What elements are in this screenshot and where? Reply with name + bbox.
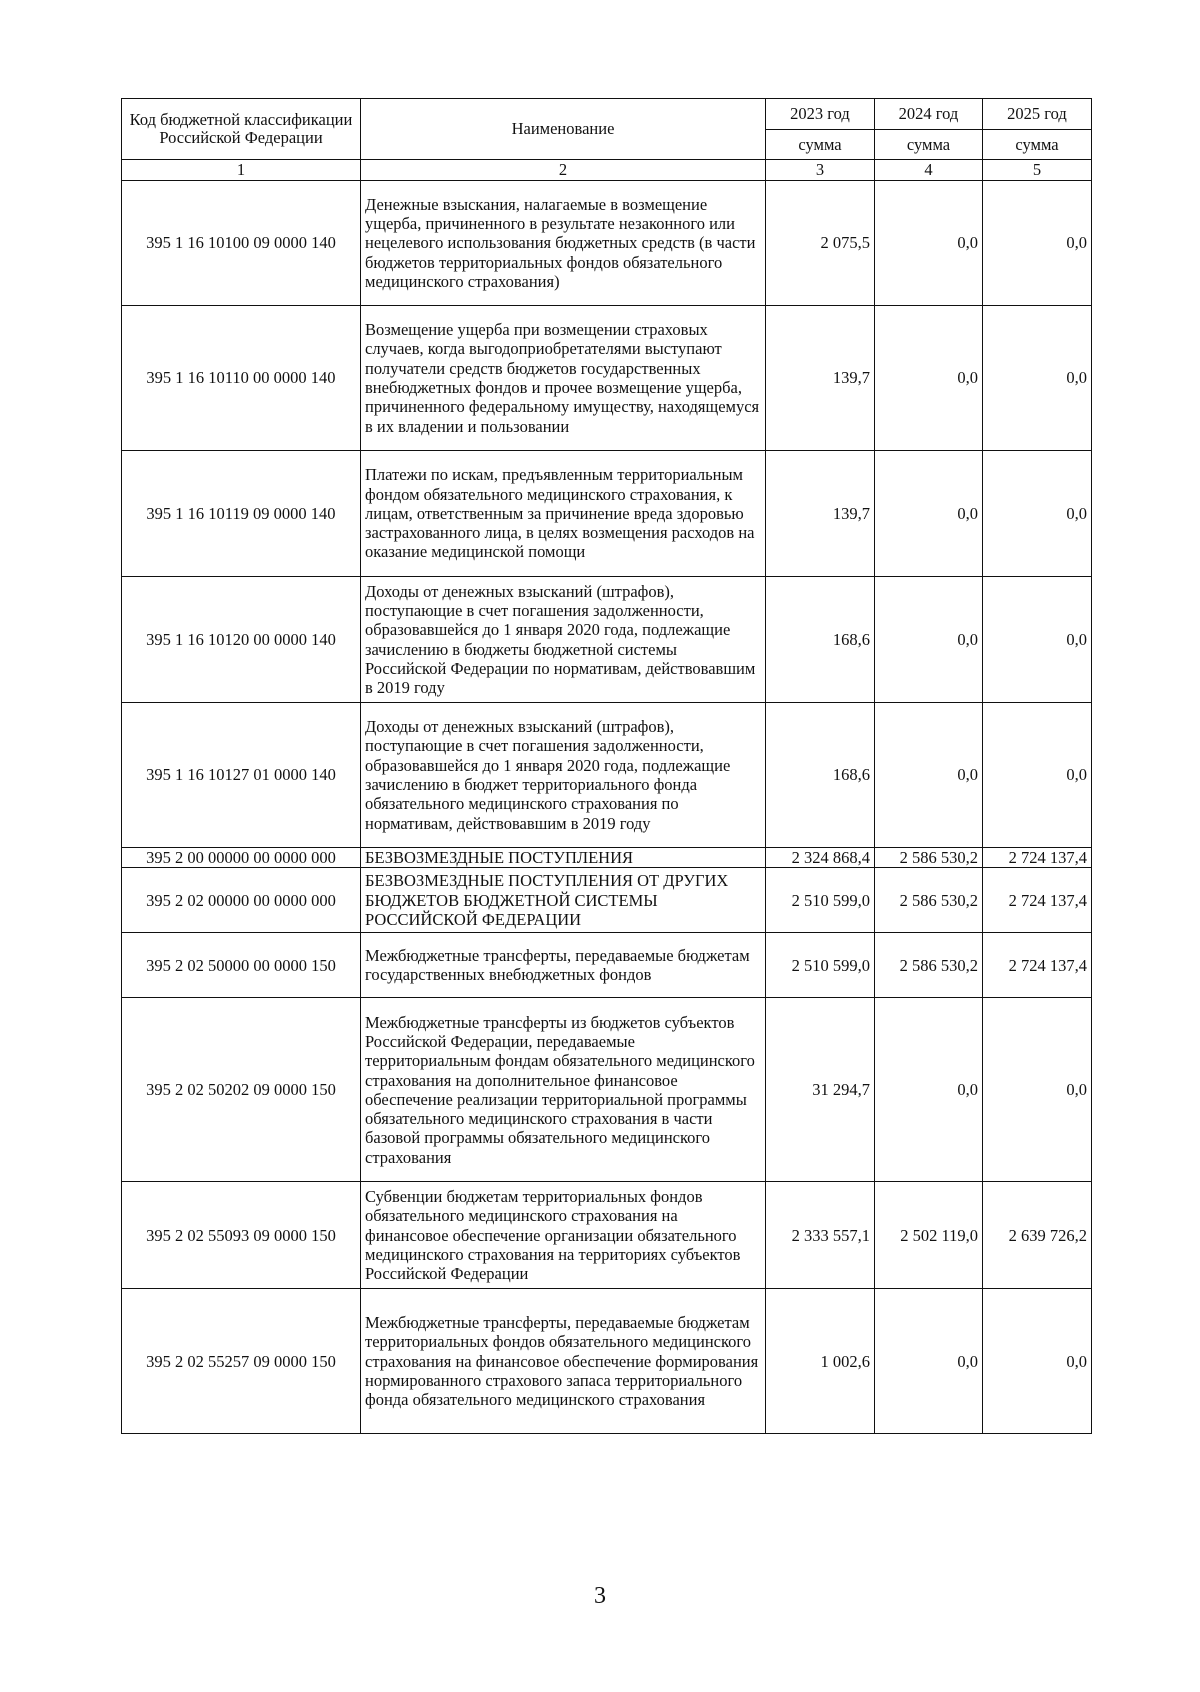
table-row: [122, 703, 1092, 848]
amount-2023: 2 510 599,0: [766, 933, 875, 998]
amount-2024: 0,0: [875, 1289, 983, 1434]
amount-2024: 0,0: [875, 703, 983, 848]
amount-2023: 168,6: [766, 703, 875, 848]
amount-2023: 2 510 599,0: [766, 868, 875, 933]
column-number: 4: [875, 160, 983, 181]
row-name: Субвенции бюджетам территориальных фондов обязательного медицинского страхования на финансовое обеспечение организации обязательного медицинского страхования на территориях субъектов Российской Федерации: [361, 1182, 766, 1289]
amount-2025: 0,0: [983, 181, 1092, 306]
budget-revenue-table: [121, 98, 1092, 1434]
amount-2023: 31 294,7: [766, 998, 875, 1182]
amount-2025: 2 724 137,4: [983, 933, 1092, 998]
row-name: Межбюджетные трансферты из бюджетов субъектов Российской Федерации, передаваемые территориальным фондам обязательного медицинского страхования на дополнительное финансовое обеспечение реализации территориальной программы обязательного медицинского страхования в части базовой программы обязательного медицинского страхования: [361, 998, 766, 1182]
column-number: 3: [766, 160, 875, 181]
row-name: Межбюджетные трансферты, передаваемые бюджетам государственных внебюджетных фондов: [361, 933, 766, 998]
table-row: [122, 577, 1092, 703]
budget-code: 395 2 02 55257 09 0000 150: [122, 1289, 361, 1434]
amount-2024: 0,0: [875, 577, 983, 703]
amount-2024: 0,0: [875, 306, 983, 451]
amount-2025: 0,0: [983, 577, 1092, 703]
table-row: [122, 933, 1092, 998]
amount-2025: 0,0: [983, 703, 1092, 848]
header-name: Наименование: [361, 99, 766, 160]
amount-2023: 2 333 557,1: [766, 1182, 875, 1289]
page-number: 3: [594, 1583, 606, 1609]
table-row: [122, 848, 1092, 868]
budget-code: 395 2 02 55093 09 0000 150: [122, 1182, 361, 1289]
header-budget-code: Код бюджетной классификации Российской Федерации: [122, 99, 361, 160]
budget-code: 395 1 16 10119 09 0000 140: [122, 451, 361, 577]
table-row: [122, 868, 1092, 933]
budget-code: 395 2 02 00000 00 0000 000: [122, 868, 361, 933]
table-row: [122, 998, 1092, 1182]
row-name: Доходы от денежных взысканий (штрафов), поступающие в счет погашения задолженности, образовавшейся до 1 января 2020 года, подлежащие зачислению в бюджет территориального фонда обязательного медицинского страхования по нормативам, действовавшим в 2019 году: [361, 703, 766, 848]
amount-2024: 0,0: [875, 181, 983, 306]
row-name: БЕЗВОЗМЕЗДНЫЕ ПОСТУПЛЕНИЯ: [361, 848, 766, 868]
budget-code: 395 2 00 00000 00 0000 000: [122, 848, 361, 868]
header-sum-2024: сумма: [875, 130, 983, 160]
amount-2025: 0,0: [983, 1289, 1092, 1434]
row-name: Межбюджетные трансферты, передаваемые бюджетам территориальных фондов обязательного медицинского страхования на финансовое обеспечение формирования нормированного страхового запаса территориального фонда обязательного медицинского страхования: [361, 1289, 766, 1434]
column-number: 1: [122, 160, 361, 181]
header-year-2024: 2024 год: [875, 99, 983, 130]
amount-2023: 168,6: [766, 577, 875, 703]
table-row: [122, 181, 1092, 306]
budget-code: 395 2 02 50202 09 0000 150: [122, 998, 361, 1182]
amount-2024: 2 586 530,2: [875, 933, 983, 998]
amount-2024: 2 502 119,0: [875, 1182, 983, 1289]
header-sum-2025: сумма: [983, 130, 1092, 160]
table-row: [122, 451, 1092, 577]
row-name: Возмещение ущерба при возмещении страховых случаев, когда выгодоприобретателями выступают получатели средств бюджетов государственных внебюджетных фондов и прочее возмещение ущерба, причиненного федеральному имуществу, находящемуся в их владении и пользовании: [361, 306, 766, 451]
column-number: 2: [361, 160, 766, 181]
row-name: Доходы от денежных взысканий (штрафов), поступающие в счет погашения задолженности, образовавшейся до 1 января 2020 года, подлежащие зачислению в бюджеты бюджетной системы Российской Федерации по нормативам, действовавшим в 2019 году: [361, 577, 766, 703]
amount-2025: 0,0: [983, 998, 1092, 1182]
amount-2023: 2 075,5: [766, 181, 875, 306]
amount-2024: 2 586 530,2: [875, 848, 983, 868]
row-name: Денежные взыскания, налагаемые в возмещение ущерба, причиненного в результате незаконного или нецелевого использования бюджетных средств (в части бюджетов территориальных фондов обязательного медицинского страхования): [361, 181, 766, 306]
amount-2025: 0,0: [983, 306, 1092, 451]
table-row: [122, 306, 1092, 451]
amount-2023: 139,7: [766, 306, 875, 451]
amount-2023: 2 324 868,4: [766, 848, 875, 868]
budget-code: 395 1 16 10110 00 0000 140: [122, 306, 361, 451]
budget-code: 395 2 02 50000 00 0000 150: [122, 933, 361, 998]
amount-2024: 0,0: [875, 998, 983, 1182]
column-number-row: [122, 160, 1092, 181]
column-number: 5: [983, 160, 1092, 181]
amount-2025: 2 639 726,2: [983, 1182, 1092, 1289]
amount-2025: 0,0: [983, 451, 1092, 577]
header-year-2025: 2025 год: [983, 99, 1092, 130]
amount-2025: 2 724 137,4: [983, 848, 1092, 868]
budget-code: 395 1 16 10127 01 0000 140: [122, 703, 361, 848]
table-row: [122, 1182, 1092, 1289]
budget-code: 395 1 16 10120 00 0000 140: [122, 577, 361, 703]
row-name: БЕЗВОЗМЕЗДНЫЕ ПОСТУПЛЕНИЯ ОТ ДРУГИХ БЮДЖЕТОВ БЮДЖЕТНОЙ СИСТЕМЫ РОССИЙСКОЙ ФЕДЕРАЦИИ: [361, 868, 766, 933]
amount-2024: 0,0: [875, 451, 983, 577]
amount-2024: 2 586 530,2: [875, 868, 983, 933]
header-sum-2023: сумма: [766, 130, 875, 160]
amount-2023: 139,7: [766, 451, 875, 577]
amount-2025: 2 724 137,4: [983, 868, 1092, 933]
budget-code: 395 1 16 10100 09 0000 140: [122, 181, 361, 306]
row-name: Платежи по искам, предъявленным территориальным фондом обязательного медицинского страхования, к лицам, ответственным за причинение вреда здоровью застрахованного лица, в целях возмещения расходов на оказание медицинской помощи: [361, 451, 766, 577]
table-row: [122, 1289, 1092, 1434]
amount-2023: 1 002,6: [766, 1289, 875, 1434]
header-year-2023: 2023 год: [766, 99, 875, 130]
